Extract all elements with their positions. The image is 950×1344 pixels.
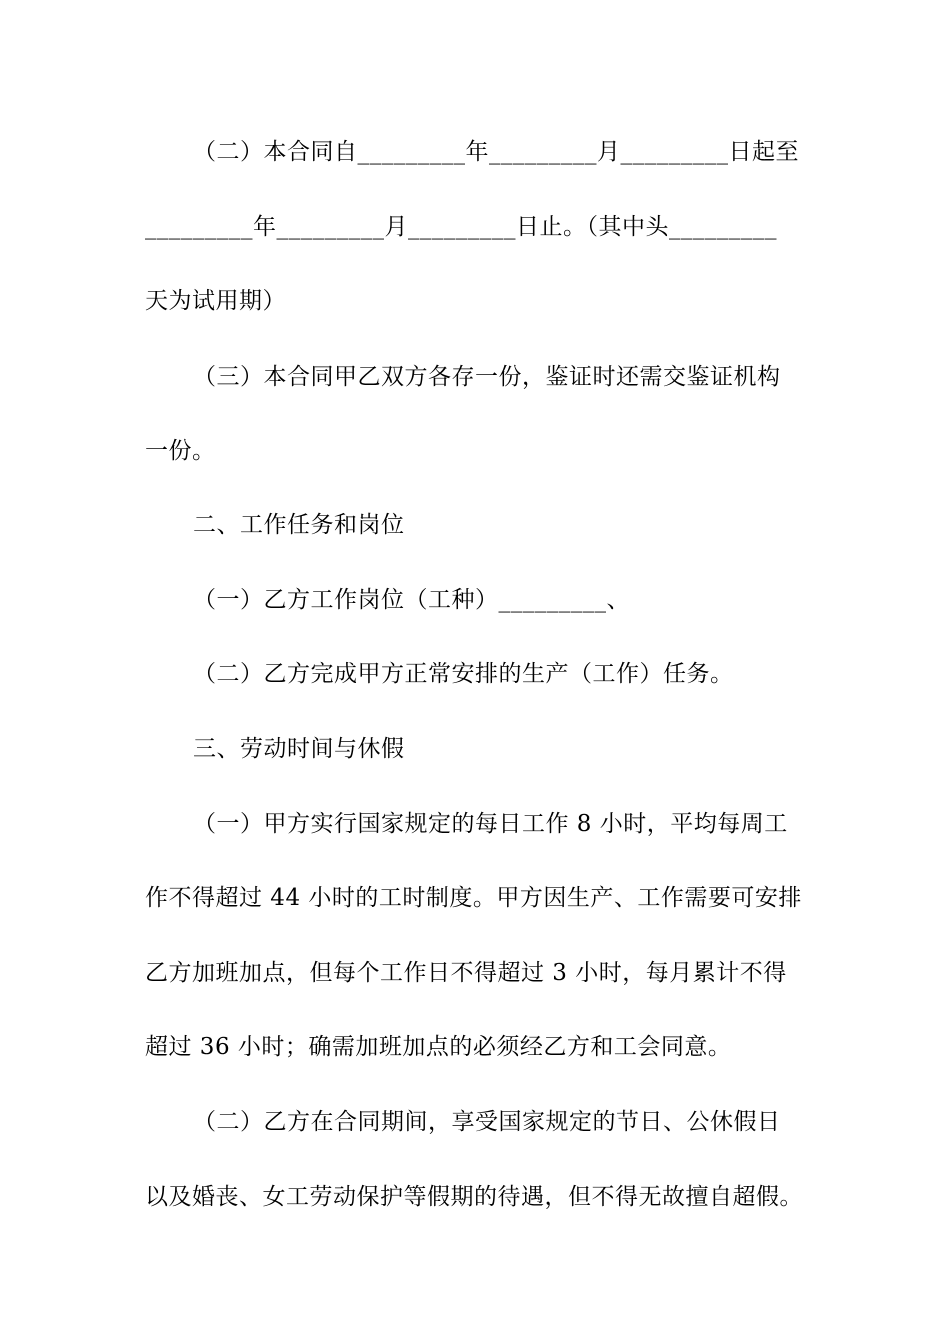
section-heading: 三、劳动时间与休假	[193, 736, 405, 762]
text-line: 作不得超过 44 小时的工时制度。甲方因生产、工作需要可安排	[145, 885, 802, 911]
text-line: 以及婚丧、女工劳动保护等假期的待遇，但不得无故擅自超假。	[145, 1184, 803, 1210]
section-heading: 二、工作任务和岗位	[193, 512, 405, 538]
text-line: （二）本合同自_________年_________月_________日起至	[193, 139, 799, 165]
text-line: 超过 36 小时；确需加班加点的必须经乙方和工会同意。	[145, 1034, 732, 1060]
text-line: 乙方加班加点，但每个工作日不得超过 3 小时，每月累计不得	[145, 960, 787, 986]
text-line: 天为试用期）	[145, 288, 286, 314]
text-line: _________年_________月_________日止。（其中头_________	[145, 214, 777, 240]
text-line: （二）乙方完成甲方正常安排的生产（工作）任务。	[193, 661, 734, 687]
text-line: 一份。	[145, 438, 216, 464]
text-line: （二）乙方在合同期间，享受国家规定的节日、公休假日	[193, 1109, 781, 1135]
text-line: （一）甲方实行国家规定的每日工作 8 小时，平均每周工	[193, 811, 788, 837]
text-line: （三）本合同甲乙双方各存一份，鉴证时还需交鉴证机构	[193, 364, 781, 390]
text-line: （一）乙方工作岗位（工种）_________、	[193, 587, 630, 613]
